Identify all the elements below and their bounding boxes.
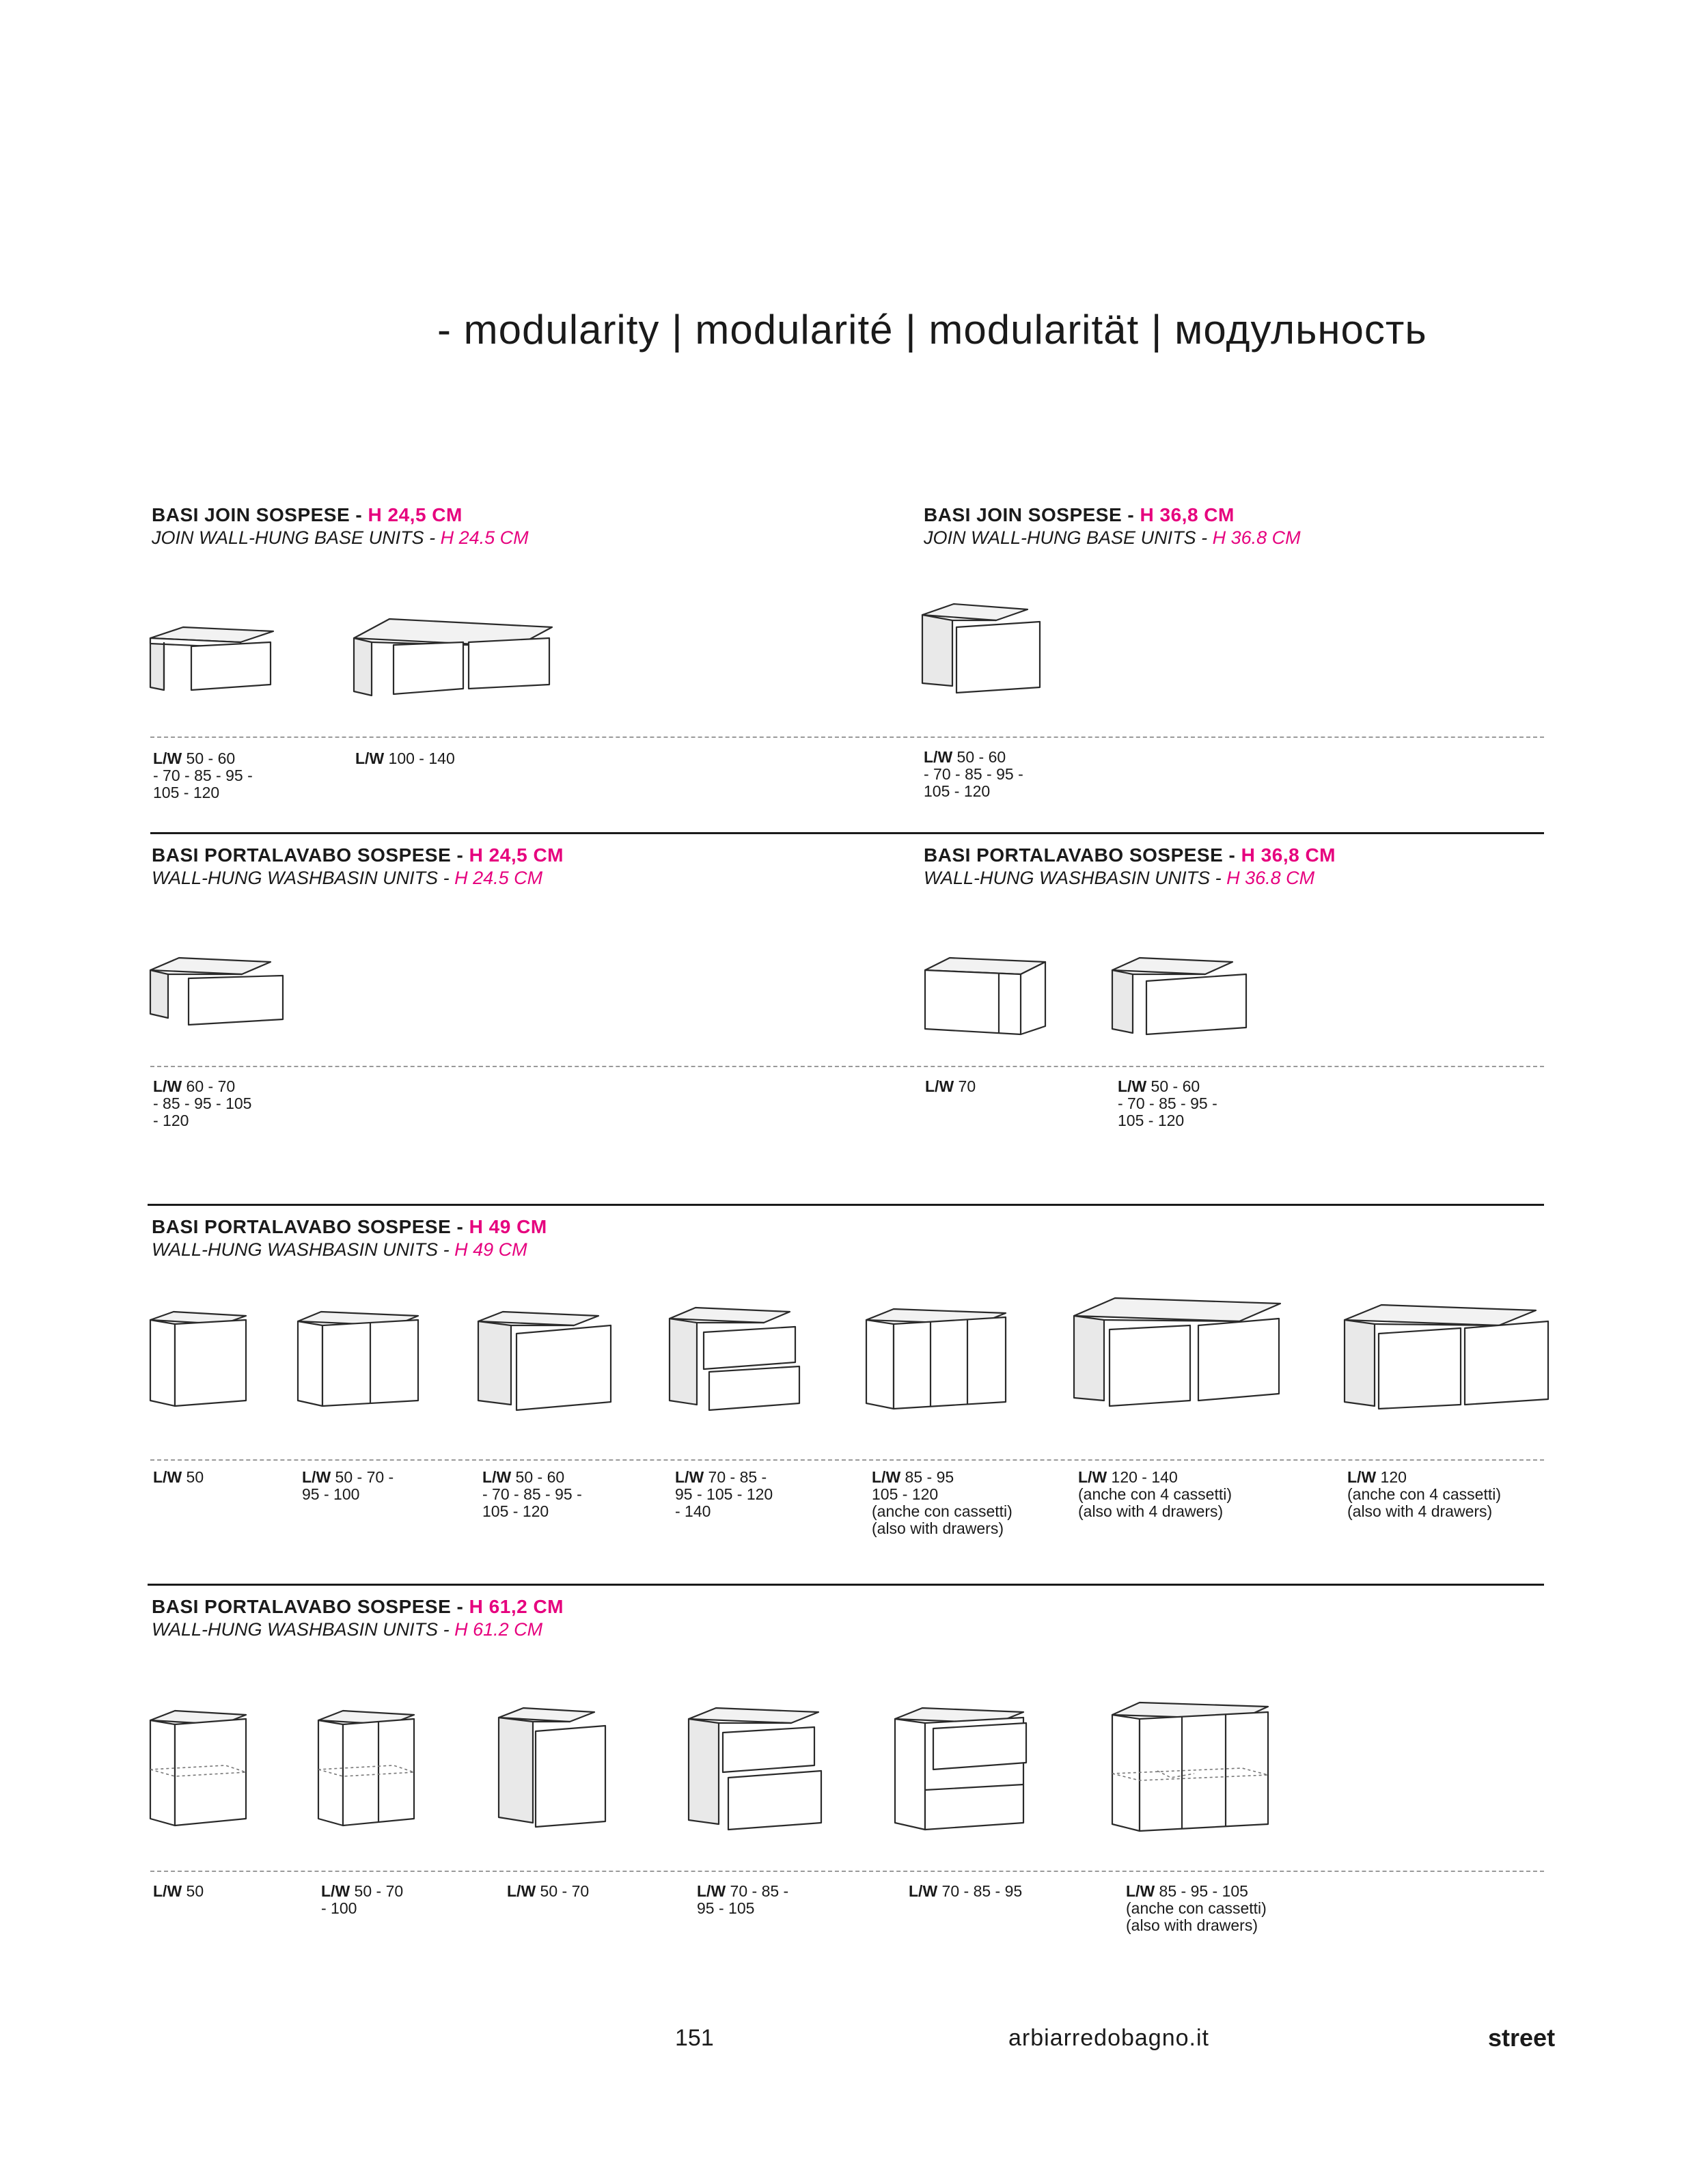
dimension-label: L/W 50 - 60 - 70 - 85 - 95 - 105 - 120 [482, 1468, 582, 1520]
section-subtitle-height: H 36.8 CM [1212, 527, 1301, 548]
section-subtitle-height: H 61.2 CM [454, 1619, 543, 1640]
section-title [152, 844, 564, 866]
unit-drawing [150, 627, 273, 695]
dimension-label: L/W 50 - 60 - 70 - 85 - 95 - 105 - 120 [1118, 1077, 1217, 1129]
unit-drawing [499, 1708, 608, 1828]
unit-drawing [1112, 1703, 1269, 1832]
section-subtitle-main: JOIN WALL-HUNG BASE UNITS - [152, 527, 441, 548]
unit-drawing [1112, 958, 1249, 1037]
section-title-height: H 24,5 CM [368, 504, 463, 525]
dimension-label: L/W 50 - 70 - 95 - 100 [302, 1468, 394, 1503]
section-title-main: BASI JOIN SOSPESE - [924, 504, 1140, 525]
section-title-main: BASI PORTALAVABO SOSPESE - [152, 1216, 469, 1237]
section-title-main: BASI PORTALAVABO SOSPESE - [152, 1596, 469, 1617]
unit-drawing [478, 1312, 612, 1411]
unit-drawing [670, 1308, 801, 1413]
section-title-main: BASI PORTALAVABO SOSPESE - [924, 844, 1241, 866]
dimension-label: L/W 60 - 70 - 85 - 95 - 105 - 120 [153, 1077, 252, 1129]
section-subtitle [924, 527, 1301, 549]
unit-drawing [150, 958, 284, 1029]
dimension-label: L/W 50 - 70 - 100 [321, 1882, 404, 1917]
section-divider [150, 832, 1544, 834]
unit-drawing [1345, 1305, 1549, 1410]
section-title-height: H 36,8 CM [1140, 504, 1235, 525]
unit-drawing [922, 604, 1044, 698]
section-title [924, 844, 1336, 866]
section-subtitle [924, 868, 1314, 889]
dimension-label: L/W 50 - 60 - 70 - 85 - 95 - 105 - 120 [924, 748, 1023, 800]
dimension-label: L/W 50 - 70 [507, 1882, 590, 1900]
dimension-label: L/W 70 - 85 - 95 [909, 1882, 1023, 1900]
section-title [924, 504, 1235, 526]
section-title-height: H 24,5 CM [469, 844, 564, 866]
unit-drawing [1074, 1298, 1282, 1407]
section-title-height: H 61,2 CM [469, 1596, 564, 1617]
section-title-height: H 36,8 CM [1241, 844, 1336, 866]
dimension-label: L/W 120 - 140 (anche con 4 cassetti) (also with 4 drawers) [1078, 1468, 1232, 1520]
section-title [152, 1216, 547, 1238]
section-subtitle [152, 1619, 542, 1640]
dimension-label: L/W 50 [153, 1882, 204, 1900]
page-title: - modularity | modularité | modularität | модульность [437, 307, 1427, 353]
section-subtitle-main: JOIN WALL-HUNG BASE UNITS - [924, 527, 1213, 548]
section-subtitle-height: H 24.5 CM [440, 527, 529, 548]
section-subtitle-main: WALL-HUNG WASHBASIN UNITS - [152, 868, 455, 888]
section-subtitle-height: H 24.5 CM [454, 868, 543, 888]
section-title-main: BASI PORTALAVABO SOSPESE - [152, 844, 469, 866]
dimension-label: L/W 70 [925, 1077, 976, 1095]
section-title [152, 504, 463, 526]
section-subtitle [152, 1239, 527, 1260]
section-subtitle [152, 868, 542, 889]
dashed-divider [150, 736, 1544, 738]
section-title-main: BASI JOIN SOSPESE - [152, 504, 368, 525]
dashed-divider [150, 1066, 1544, 1067]
dimension-label: L/W 85 - 95 105 - 120 (anche con cassetti) (also with drawers) [872, 1468, 1013, 1537]
dimension-label: L/W 70 - 85 - 95 - 105 [697, 1882, 789, 1917]
section-title-height: H 49 CM [469, 1216, 547, 1237]
website-url: arbiarredobagno.it [1008, 2025, 1209, 2051]
section-subtitle-main: WALL-HUNG WASHBASIN UNITS - [924, 868, 1227, 888]
section-divider [148, 1584, 1544, 1586]
page-number: 151 [675, 2025, 714, 2051]
unit-drawing [689, 1708, 823, 1831]
section-title [152, 1596, 564, 1618]
dimension-label: L/W 120 (anche con 4 cassetti) (also with 4 drawers) [1347, 1468, 1502, 1520]
dimension-label: L/W 50 [153, 1468, 204, 1486]
unit-drawing [866, 1309, 1007, 1410]
unit-drawing [895, 1708, 1028, 1831]
dimension-label: L/W 100 - 140 [355, 749, 455, 767]
dashed-divider [150, 1871, 1544, 1872]
unit-drawing [354, 619, 552, 700]
unit-drawing [298, 1312, 419, 1407]
unit-drawing [150, 1312, 247, 1407]
section-subtitle-main: WALL-HUNG WASHBASIN UNITS - [152, 1239, 455, 1260]
brand-name: street [1488, 2024, 1556, 2052]
unit-drawing [925, 958, 1048, 1037]
section-subtitle [152, 527, 529, 549]
dimension-label: L/W 50 - 60 - 70 - 85 - 95 - 105 - 120 [153, 749, 253, 801]
dashed-divider [150, 1459, 1544, 1461]
section-subtitle-height: H 49 CM [454, 1239, 527, 1260]
section-subtitle-main: WALL-HUNG WASHBASIN UNITS - [152, 1619, 455, 1640]
unit-drawing [150, 1711, 247, 1827]
section-subtitle-height: H 36.8 CM [1226, 868, 1315, 888]
dimension-label: L/W 70 - 85 - 95 - 105 - 120 - 140 [675, 1468, 773, 1520]
section-divider [148, 1204, 1544, 1206]
unit-drawing [318, 1711, 415, 1827]
dimension-label: L/W 85 - 95 - 105 (anche con cassetti) (also with drawers) [1126, 1882, 1267, 1934]
